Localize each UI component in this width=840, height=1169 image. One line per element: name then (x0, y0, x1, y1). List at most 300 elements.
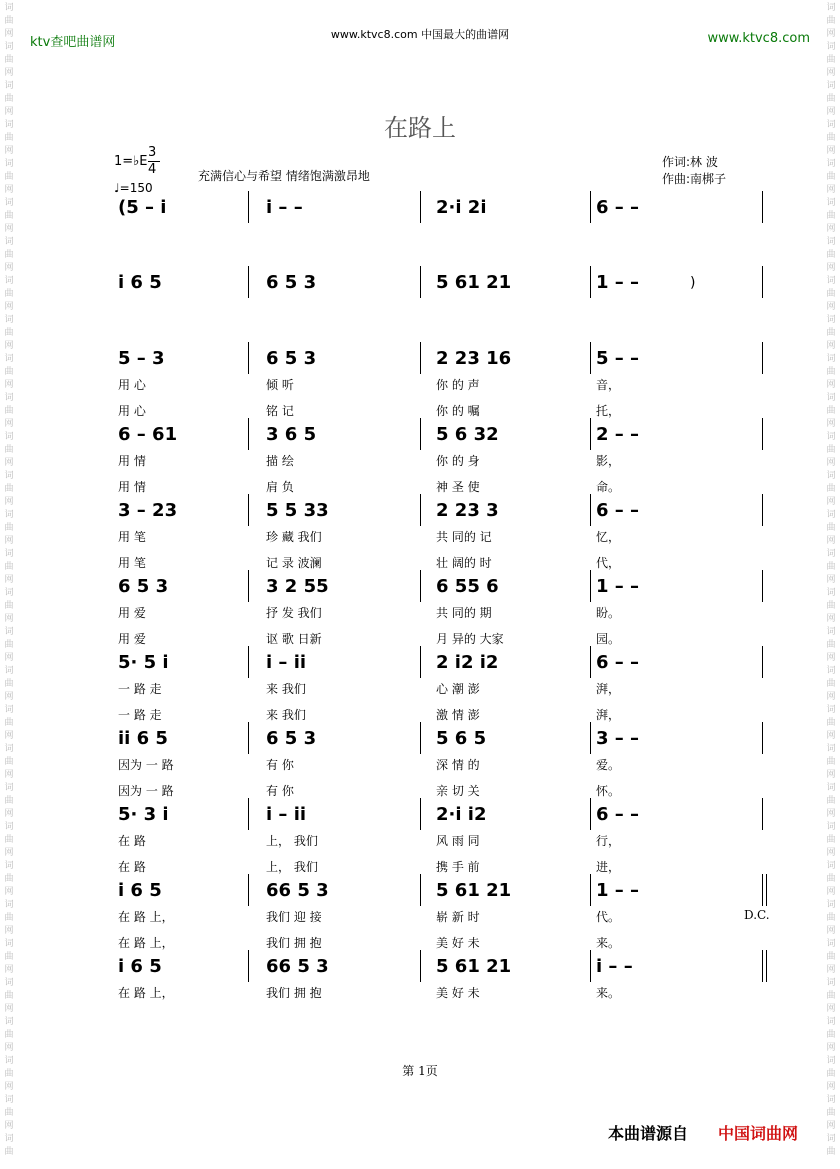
staff-row (0, 346, 840, 418)
measure-notes: 1 – – (596, 272, 640, 293)
lyric-text: 用 情 (118, 480, 146, 494)
margin-glyph: 网 (4, 263, 14, 273)
margin-glyph: 网 (826, 770, 836, 780)
margin-glyph: 曲 (4, 328, 14, 338)
margin-glyph: 词 (826, 81, 836, 91)
margin-glyph: 词 (4, 276, 14, 286)
lyric-text: 珍 藏 我们 (266, 530, 322, 544)
margin-glyph: 词 (826, 705, 836, 715)
margin-glyph: 网 (4, 653, 14, 663)
margin-glyph: 曲 (826, 952, 836, 962)
margin-glyph: 词 (4, 81, 14, 91)
lyric-text: 记 录 波澜 (266, 556, 322, 570)
margin-glyph: 词 (826, 315, 836, 325)
expression-mark: 充满信心与希望 情绪饱满激昂地 (198, 169, 370, 183)
margin-glyph: 词 (4, 393, 14, 403)
measure-notes: i 6 5 (118, 956, 162, 977)
margin-glyph: 网 (4, 1082, 14, 1092)
barline (248, 191, 249, 223)
margin-glyph: 词 (826, 276, 836, 286)
margin-glyph: 网 (4, 302, 14, 312)
measure-notes: 6 – – (596, 652, 640, 673)
margin-glyph: 曲 (826, 679, 836, 689)
lyric-text: 爱。 (596, 758, 621, 772)
margin-glyph: 曲 (826, 913, 836, 923)
margin-glyph: 词 (826, 900, 836, 910)
margin-glyph: 曲 (4, 1069, 14, 1079)
measure-notes: 5 61 21 (436, 880, 512, 901)
margin-glyph: 词 (826, 237, 836, 247)
measure-notes: 6 – – (596, 500, 640, 521)
lyric-text: 你 的 嘱 (436, 404, 480, 418)
time-signature-top: 3 (148, 145, 157, 160)
barline (762, 646, 763, 678)
barline (762, 342, 763, 374)
measure-notes: 5· 5 i (118, 652, 169, 673)
margin-glyph: 词 (4, 198, 14, 208)
barline (420, 722, 421, 754)
margin-glyph: 词 (826, 822, 836, 832)
margin-glyph: 词 (4, 3, 14, 13)
staff-row (0, 498, 840, 570)
lyric-text: 美 好 未 (436, 986, 480, 1000)
lyric-text: 心 潮 澎 (436, 682, 480, 696)
time-signature (148, 144, 156, 178)
margin-glyph: 网 (826, 965, 836, 975)
lyric-text: 铭 记 (266, 404, 294, 418)
margin-glyph: 网 (4, 497, 14, 507)
measure-notes: 6 5 3 (118, 576, 169, 597)
lyric-text: 讴 歌 日新 (266, 632, 322, 646)
lyric-text: 一 路 走 (118, 708, 162, 722)
margin-glyph: 曲 (826, 328, 836, 338)
lyric-text: 来 我们 (266, 682, 306, 696)
measure-notes: 5 6 32 (436, 424, 499, 445)
margin-glyph: 曲 (4, 874, 14, 884)
measure-notes: 2 i2 i2 (436, 652, 499, 673)
margin-glyph: 曲 (826, 211, 836, 221)
measure-notes: i – – (266, 197, 303, 218)
measure-notes: 66 5 3 (266, 956, 329, 977)
margin-glyph: 词 (826, 627, 836, 637)
margin-glyph: 网 (826, 731, 836, 741)
lyricist-credit: 作词:林 波 (662, 155, 718, 169)
barline (762, 494, 763, 526)
margin-glyph: 网 (826, 68, 836, 78)
measure-notes: 2·i i2 (436, 804, 487, 825)
margin-glyph: 词 (4, 1017, 14, 1027)
margin-glyph: 词 (4, 822, 14, 832)
margin-glyph: 网 (826, 1082, 836, 1092)
margin-glyph: 曲 (826, 718, 836, 728)
lyric-text: 进， (596, 860, 621, 874)
measure-notes: 6 – 61 (118, 424, 178, 445)
margin-glyph: 词 (4, 978, 14, 988)
margin-glyph: 词 (4, 900, 14, 910)
margin-glyph: 曲 (826, 445, 836, 455)
margin-glyph: 曲 (826, 601, 836, 611)
margin-glyph: 曲 (4, 679, 14, 689)
margin-glyph: 词 (826, 471, 836, 481)
margin-glyph: 曲 (826, 367, 836, 377)
margin-glyph: 词 (4, 744, 14, 754)
barline (590, 418, 591, 450)
composer-credit: 作曲:南梆子 (662, 172, 727, 186)
barline (590, 874, 591, 906)
margin-glyph: 网 (4, 341, 14, 351)
lyric-text: 命。 (596, 480, 621, 494)
measure-notes: 5 61 21 (436, 956, 512, 977)
measure-notes: 2·i 2i (436, 197, 487, 218)
margin-glyph: 曲 (826, 562, 836, 572)
barline (590, 950, 591, 982)
staff-row (0, 195, 840, 225)
measure-notes: 5 61 21 (436, 272, 512, 293)
margin-glyph: 网 (4, 1121, 14, 1131)
lyric-text: 行， (596, 834, 621, 848)
barline (420, 798, 421, 830)
margin-glyph: 网 (826, 107, 836, 117)
barline (420, 950, 421, 982)
margin-glyph: 曲 (826, 1147, 836, 1157)
staff-row (0, 574, 840, 646)
margin-glyph: 词 (4, 627, 14, 637)
margin-glyph: 词 (4, 861, 14, 871)
margin-glyph: 网 (4, 1004, 14, 1014)
lyric-text: 上， 我们 (266, 834, 318, 848)
margin-glyph: 网 (4, 185, 14, 195)
lyric-text: 神 圣 使 (436, 480, 480, 494)
barline (590, 722, 591, 754)
margin-glyph: 曲 (4, 796, 14, 806)
measure-notes: ii 6 5 (118, 728, 168, 749)
margin-glyph: 词 (826, 666, 836, 676)
margin-glyph: 曲 (4, 55, 14, 65)
barline (248, 798, 249, 830)
barline (590, 342, 591, 374)
margin-glyph: 网 (826, 887, 836, 897)
lyric-text: 风 雨 同 (436, 834, 480, 848)
margin-glyph: 曲 (826, 94, 836, 104)
barline (420, 494, 421, 526)
lyric-text: 忆， (596, 530, 621, 544)
barline (590, 798, 591, 830)
margin-glyph: 曲 (826, 172, 836, 182)
margin-glyph: 网 (4, 731, 14, 741)
header-site-left[interactable]: ktv查吧曲谱网 (30, 35, 116, 50)
margin-glyph: 曲 (4, 718, 14, 728)
page-number: 第 1页 (402, 1064, 438, 1078)
margin-glyph: 词 (826, 783, 836, 793)
lyric-text: 因为 一 路 (118, 758, 174, 772)
source-label: 本曲谱源自 (608, 1124, 689, 1143)
margin-glyph: 词 (4, 549, 14, 559)
measure-notes: 2 – – (596, 424, 640, 445)
lyric-text: 亲 切 关 (436, 784, 480, 798)
lyric-text: 在 路 (118, 834, 146, 848)
margin-glyph: 曲 (4, 211, 14, 221)
margin-glyph: 曲 (4, 94, 14, 104)
lyric-text: 在 路 上， (118, 910, 174, 924)
lyric-text: 携 手 前 (436, 860, 480, 874)
margin-glyph: 网 (826, 1121, 836, 1131)
margin-glyph: 网 (826, 146, 836, 156)
measure-notes: 2 23 16 (436, 348, 512, 369)
margin-glyph: 曲 (4, 16, 14, 26)
margin-glyph: 网 (4, 68, 14, 78)
staff-row (0, 650, 840, 722)
margin-glyph: 词 (826, 198, 836, 208)
margin-glyph: 网 (826, 29, 836, 39)
tempo-mark: ♩=150 (114, 181, 153, 195)
lyric-text: 在 路 上， (118, 986, 174, 1000)
barline (248, 266, 249, 298)
intro-close-paren: ) (690, 275, 696, 291)
lyric-text: 有 你 (266, 784, 294, 798)
lyric-text: 湃， (596, 708, 621, 722)
lyric-text: 用 爱 (118, 632, 146, 646)
lyric-text: 用 爱 (118, 606, 146, 620)
barline (420, 646, 421, 678)
margin-glyph: 网 (4, 848, 14, 858)
lyric-text: 用 心 (118, 404, 146, 418)
measure-notes: 5 5 33 (266, 500, 329, 521)
lyric-text: 来。 (596, 936, 621, 950)
lyric-text: 盼。 (596, 606, 621, 620)
margin-glyph: 网 (4, 575, 14, 585)
margin-glyph: 网 (826, 848, 836, 858)
margin-glyph: 网 (4, 965, 14, 975)
margin-glyph: 曲 (826, 1069, 836, 1079)
measure-notes: 3 6 5 (266, 424, 317, 445)
margin-glyph: 曲 (826, 796, 836, 806)
lyric-text: 用 情 (118, 454, 146, 468)
margin-glyph: 词 (4, 510, 14, 520)
margin-glyph: 曲 (826, 55, 836, 65)
lyric-text: 崭 新 时 (436, 910, 480, 924)
margin-glyph: 词 (4, 237, 14, 247)
margin-glyph: 词 (826, 1095, 836, 1105)
margin-glyph: 词 (826, 432, 836, 442)
margin-glyph: 词 (4, 1095, 14, 1105)
measure-notes: 6 – – (596, 197, 640, 218)
margin-glyph: 词 (826, 159, 836, 169)
barline (420, 191, 421, 223)
margin-glyph: 网 (4, 770, 14, 780)
barline (590, 191, 591, 223)
lyric-text: 深 情 的 (436, 758, 480, 772)
margin-glyph: 曲 (4, 757, 14, 767)
margin-glyph: 网 (4, 614, 14, 624)
margin-glyph: 曲 (826, 250, 836, 260)
margin-glyph: 词 (826, 861, 836, 871)
staff-row (0, 270, 840, 300)
barline (762, 266, 763, 298)
margin-glyph: 词 (826, 1017, 836, 1027)
lyric-text: 抒 发 我们 (266, 606, 322, 620)
margin-glyph: 曲 (826, 1030, 836, 1040)
margin-glyph: 曲 (826, 484, 836, 494)
measure-notes: 5 6 5 (436, 728, 487, 749)
margin-glyph: 网 (826, 341, 836, 351)
margin-glyph: 曲 (4, 952, 14, 962)
time-signature-bottom: 4 (148, 162, 157, 177)
margin-glyph: 网 (826, 653, 836, 663)
measure-notes: 5· 3 i (118, 804, 169, 825)
measure-notes: 6 5 3 (266, 272, 317, 293)
margin-glyph: 网 (4, 146, 14, 156)
barline (248, 874, 249, 906)
lyric-text: 用 笔 (118, 530, 146, 544)
lyric-text: 壮 阔的 时 (436, 556, 492, 570)
margin-glyph: 曲 (826, 874, 836, 884)
margin-glyph: 曲 (826, 991, 836, 1001)
measure-notes: 66 5 3 (266, 880, 329, 901)
margin-glyph: 曲 (4, 640, 14, 650)
barline (248, 722, 249, 754)
barline (762, 874, 763, 906)
margin-glyph: 词 (4, 354, 14, 364)
margin-glyph: 网 (4, 809, 14, 819)
lyric-text: 你 的 声 (436, 378, 480, 392)
lyric-text: 怀。 (596, 784, 621, 798)
lyric-text: 月 异的 大家 (436, 632, 504, 646)
source-site-link[interactable]: 中国词曲网 (718, 1124, 799, 1143)
header-site-right[interactable]: www.ktvc8.com (707, 31, 810, 46)
measure-notes: 6 55 6 (436, 576, 499, 597)
margin-glyph: 网 (826, 809, 836, 819)
margin-glyph: 曲 (826, 640, 836, 650)
margin-glyph: 曲 (4, 1108, 14, 1118)
barline (762, 798, 763, 830)
margin-glyph: 曲 (4, 406, 14, 416)
barline (420, 874, 421, 906)
margin-glyph: 曲 (4, 562, 14, 572)
margin-glyph: 网 (4, 380, 14, 390)
barline (590, 494, 591, 526)
margin-glyph: 网 (4, 1043, 14, 1053)
margin-glyph: 网 (4, 458, 14, 468)
margin-glyph: 网 (4, 692, 14, 702)
margin-glyph: 词 (4, 588, 14, 598)
key-signature: 1=♭E (114, 154, 148, 169)
measure-notes: (5 – i (118, 197, 167, 218)
margin-glyph: 曲 (4, 991, 14, 1001)
margin-glyph: 曲 (4, 913, 14, 923)
lyric-text: 一 路 走 (118, 682, 162, 696)
margin-glyph: 网 (826, 419, 836, 429)
margin-glyph: 网 (826, 575, 836, 585)
barline (590, 266, 591, 298)
lyric-text: 代。 (596, 910, 621, 924)
lyric-text: 美 好 未 (436, 936, 480, 950)
barline (762, 722, 763, 754)
margin-glyph: 词 (826, 510, 836, 520)
margin-glyph: 曲 (826, 523, 836, 533)
margin-glyph: 词 (4, 783, 14, 793)
barline (762, 570, 763, 602)
margin-glyph: 词 (826, 978, 836, 988)
lyric-text: 我们 迎 接 (266, 910, 322, 924)
staff-row (0, 802, 840, 874)
margin-glyph: 网 (826, 926, 836, 936)
dc-mark: D.C. (744, 908, 770, 922)
barline (420, 266, 421, 298)
lyric-text: 肩 负 (266, 480, 294, 494)
margin-glyph: 词 (826, 744, 836, 754)
margin-glyph: 网 (826, 380, 836, 390)
lyric-text: 你 的 身 (436, 454, 480, 468)
staff-row (0, 726, 840, 798)
lyric-text: 用 笔 (118, 556, 146, 570)
margin-glyph: 词 (4, 939, 14, 949)
measure-notes: 3 – – (596, 728, 640, 749)
margin-glyph: 词 (826, 42, 836, 52)
margin-glyph: 网 (4, 887, 14, 897)
margin-glyph: 曲 (4, 289, 14, 299)
margin-glyph: 曲 (4, 133, 14, 143)
margin-glyph: 网 (826, 263, 836, 273)
barline (762, 418, 763, 450)
barline (590, 570, 591, 602)
double-barline (766, 874, 767, 906)
margin-glyph: 词 (826, 120, 836, 130)
barline (248, 950, 249, 982)
double-barline (766, 950, 767, 982)
lyric-text: 来 我们 (266, 708, 306, 722)
measure-notes: 6 5 3 (266, 348, 317, 369)
measure-notes: 6 5 3 (266, 728, 317, 749)
song-title: 在路上 (384, 114, 456, 142)
lyric-text: 我们 拥 抱 (266, 936, 322, 950)
margin-glyph: 曲 (826, 16, 836, 26)
measure-notes: 2 23 3 (436, 500, 499, 521)
margin-glyph: 网 (4, 29, 14, 39)
margin-glyph: 词 (826, 393, 836, 403)
lyric-text: 在 路 上， (118, 936, 174, 950)
margin-glyph: 网 (826, 1043, 836, 1053)
margin-glyph: 词 (4, 471, 14, 481)
staff-row (0, 422, 840, 494)
margin-glyph: 网 (4, 536, 14, 546)
lyric-text: 描 绘 (266, 454, 294, 468)
margin-glyph: 曲 (4, 835, 14, 845)
lyric-text: 倾 听 (266, 378, 294, 392)
barline (248, 494, 249, 526)
margin-glyph: 网 (4, 107, 14, 117)
margin-glyph: 曲 (826, 1108, 836, 1118)
margin-glyph: 曲 (826, 757, 836, 767)
measure-notes: 3 – 23 (118, 500, 178, 521)
measure-notes: 3 2 55 (266, 576, 329, 597)
margin-glyph: 词 (826, 1056, 836, 1066)
margin-glyph: 词 (4, 42, 14, 52)
margin-glyph: 词 (4, 1056, 14, 1066)
margin-glyph: 曲 (4, 484, 14, 494)
lyric-text: 因为 一 路 (118, 784, 174, 798)
measure-notes: i – ii (266, 652, 307, 673)
lyric-text: 园。 (596, 632, 621, 646)
lyric-text: 来。 (596, 986, 621, 1000)
margin-glyph: 网 (826, 302, 836, 312)
margin-glyph: 曲 (4, 601, 14, 611)
barline (590, 646, 591, 678)
lyric-text: 用 心 (118, 378, 146, 392)
margin-glyph: 词 (4, 1134, 14, 1144)
header-site-center: www.ktvc8.com 中国最大的曲谱网 (330, 28, 510, 41)
staff-row (0, 954, 840, 1000)
margin-glyph: 词 (826, 1134, 836, 1144)
